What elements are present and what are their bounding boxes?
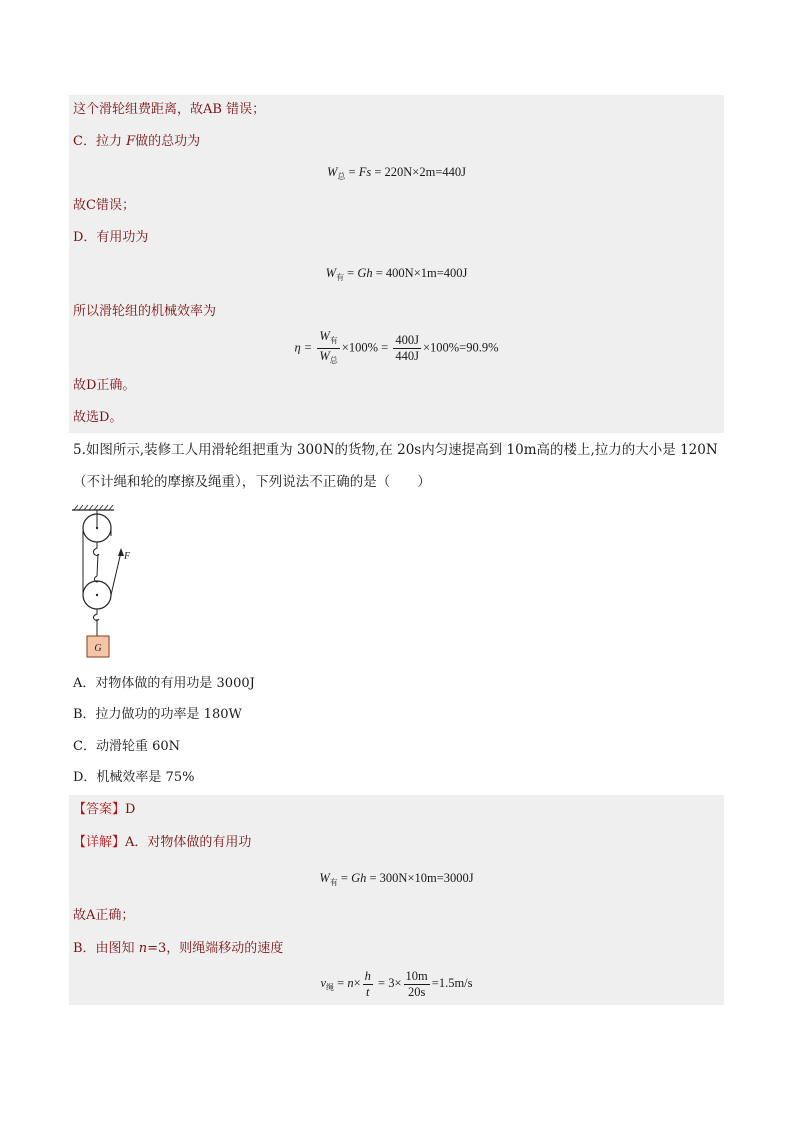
option-a: A．对物体做的有用功是 3000J xyxy=(73,676,255,691)
weight-label: G xyxy=(94,643,102,654)
solution-line: D．有用功为 xyxy=(73,230,149,245)
solution-line: B．由图知 n=3，则绳端移动的速度 xyxy=(73,941,284,956)
rope-right-pull xyxy=(111,552,121,595)
solution-line: 故选D。 xyxy=(73,410,123,425)
movable-pulley-axle xyxy=(96,594,98,596)
fraction: $\frac{10m}{20s}$ xyxy=(405,968,428,999)
detail-line: 【详解】A．对物体做的有用功 xyxy=(73,835,252,850)
solution-line: 故D正确。 xyxy=(73,378,136,393)
detail-tag: 【详解】 xyxy=(73,835,126,850)
pulley-diagram xyxy=(70,500,140,665)
option-d: D．机械效率是 75% xyxy=(73,770,195,785)
answer-value: D xyxy=(125,802,136,817)
solution-line: 故A正确； xyxy=(73,908,135,923)
equation-efficiency: η = $\frac{W_有}{W_总}$ ×100% = $\frac{400J}{440J}$ ×100%=90.9% xyxy=(69,329,724,368)
ceiling-hatching xyxy=(74,505,113,510)
rope-middle xyxy=(97,554,98,576)
solution-line: 这个滑轮组费距离，故AB 错误； xyxy=(73,102,266,117)
solution-line: 故C错误； xyxy=(73,198,135,213)
fixed-pulley-axle xyxy=(96,527,98,529)
option-b: B．拉力做功的功率是 180W xyxy=(73,707,242,722)
solution-line: 所以滑轮组的机械效率为 xyxy=(73,304,217,319)
fraction: $\frac{W_有}{W_总}$ xyxy=(319,329,338,365)
fraction: $\frac{400J}{440J}$ xyxy=(395,333,419,363)
fixed-pulley-hook xyxy=(93,542,99,556)
answer-tag: 【答案】 xyxy=(73,802,126,817)
option-c: C．动滑轮重 60N xyxy=(73,739,180,754)
equation-useful-work-2: $W_有 = Gh = 300N\times 10m=3000J$ xyxy=(319,871,474,887)
answer-line xyxy=(73,801,135,819)
equation-total-work: $W_总 = Fs = 220N\times 2m=440J$ xyxy=(327,165,466,181)
force-label: F xyxy=(124,551,131,562)
fraction: $\frac{h}{t}$ xyxy=(364,968,371,999)
equation-rope-speed: $v_绳 = n\times$ $\frac{h}{t}$ = 3× $\frac{10m}{20s}$ =1.5m/s xyxy=(320,968,473,999)
equation-useful-work: $W_有 = Gh = 400N\times 1m=400J$ xyxy=(325,266,468,282)
question-text: 5.如图所示,装修工人用滑轮组把重为 300N的货物,在 20s内匀速提高到 10m高的楼上,拉力的大小是 120N xyxy=(73,442,718,458)
question-text: （不计绳和轮的摩擦及绳重），下列说法不正确的是（ ） xyxy=(73,474,431,490)
weight-hook xyxy=(93,609,99,621)
solution-line: C．拉力 F做的总功为 xyxy=(73,134,201,149)
